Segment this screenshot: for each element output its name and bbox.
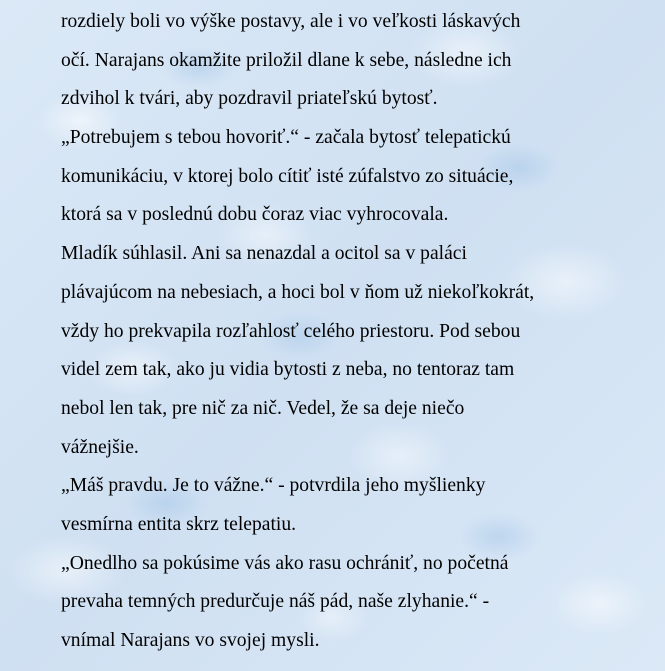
text-line: očí. Narajans okamžite priložil dlane k sebe, následne ich [61, 49, 512, 71]
text-line: nebol len tak, pre nič za nič. Vedel, že sa deje niečo [61, 397, 465, 419]
text-line: vesmírna entita skrz telepatiu. [61, 513, 297, 535]
text-line: plávajúcom na nebesiach, a hoci bol v ňom už niekoľkokrát, [61, 281, 535, 303]
text-line: „Onedlho sa pokúsime vás ako rasu ochrániť, no početná [61, 552, 509, 574]
text-line: ktorá sa v poslednú dobu čoraz viac vyhrocovala. [61, 204, 449, 226]
text-line: vnímal Narajans vo svojej mysli. [61, 630, 320, 651]
text-line: Mladík súhlasil. Ani sa nenazdal a ocitol sa v paláci [61, 243, 467, 265]
text-line: rozdiely boli vo výške postavy, ale i vo veľkosti láskavých [61, 11, 521, 32]
text-line: „Máš pravdu. Je to vážne.“ - potvrdila jeho myšlienky [61, 475, 486, 497]
text-line: vážnejšie. [61, 436, 139, 458]
text-line: videl zem tak, ako ju vidia bytosti z neba, no tentoraz tam [61, 359, 515, 381]
text-line: zdvihol k tvári, aby pozdravil priateľskú bytosť. [61, 88, 438, 110]
text-line: prevaha temných predurčuje náš pád, naše zlyhanie.“ - [61, 591, 490, 613]
text-line: komunikáciu, v ktorej bolo cítiť isté zúfalstvo zo situácie, [61, 165, 514, 187]
text-line: vždy ho prekvapila rozľahlosť celého priestoru. Pod sebou [61, 320, 521, 342]
document-body [61, 3, 651, 661]
text-line: „Potrebujem s tebou hovoriť.“ - začala bytosť telepatickú [61, 127, 511, 149]
